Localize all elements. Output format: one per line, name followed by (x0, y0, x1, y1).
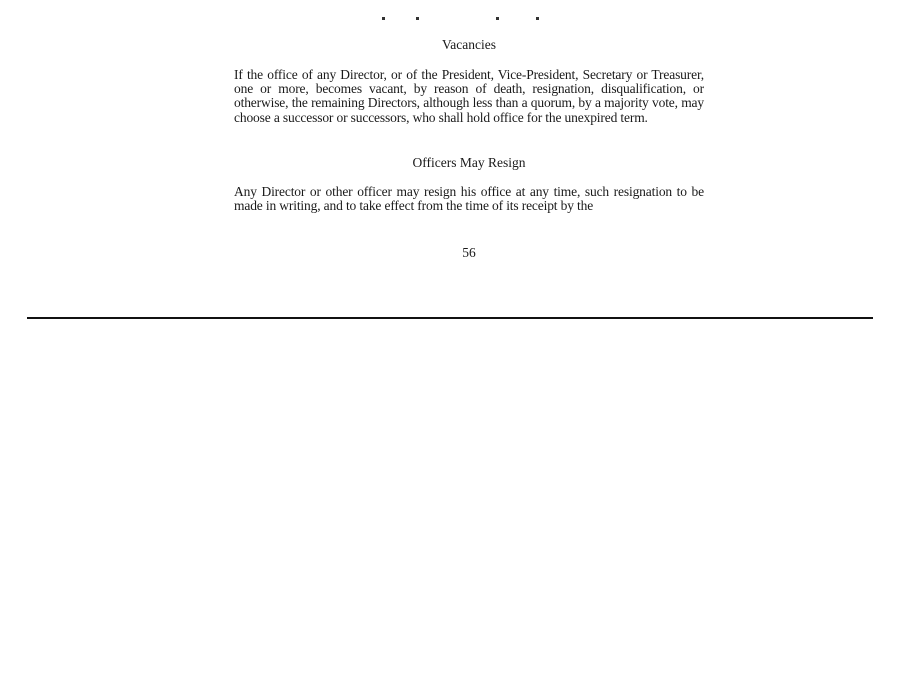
section-heading-officers-may-resign: Officers May Resign (412, 155, 526, 170)
truncated-text-line (234, 10, 704, 22)
section-body-vacancies: If the office of any Director, or of the President, Vice-President, Secretary or Treasurer, one or more, becomes vacant, by reason of death, resignation, disqualification, or otherwise, the remaining Directors, although less than a quorum, by a majority vote, may choose a successor or successors, who shall hold office for the unexpired term. (234, 67, 704, 125)
page-number: 56 (462, 245, 476, 260)
page-divider (27, 317, 873, 319)
section-heading-vacancies: Vacancies (442, 37, 496, 52)
section-body-officers-may-resign: Any Director or other officer may resign his office at any time, such resignation to be made in writing, and to take effect from the time of its receipt by the (234, 184, 704, 214)
